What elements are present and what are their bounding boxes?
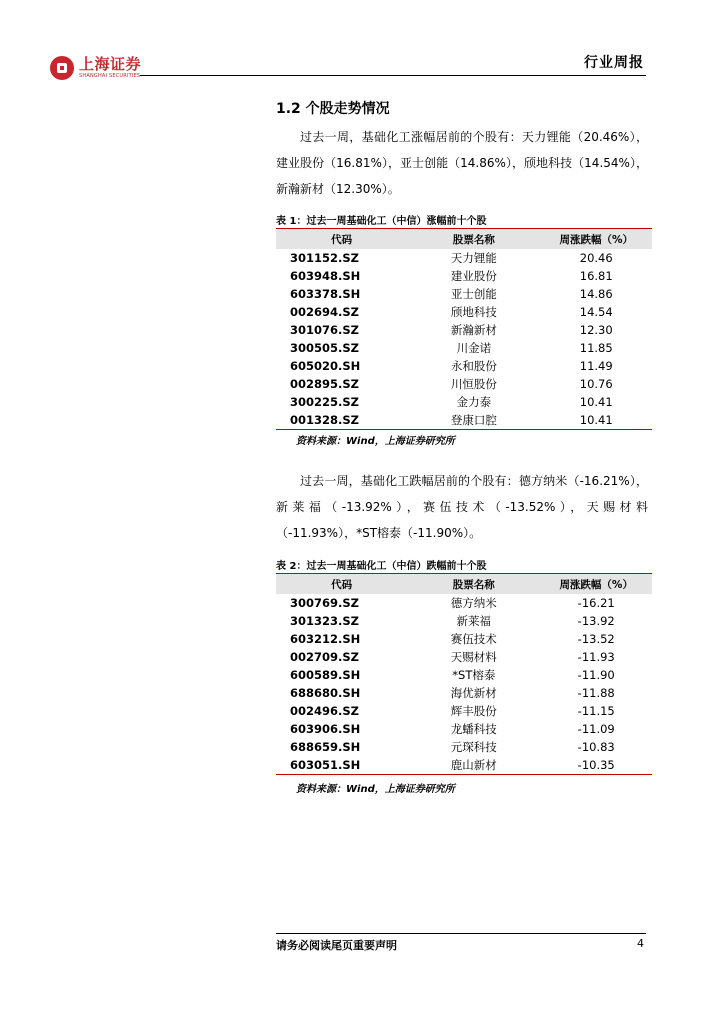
stock-name-cell: 龙蟠科技 <box>450 722 497 736</box>
weekly-change-cell: 10.76 <box>579 377 613 391</box>
table-row <box>276 285 652 303</box>
stock-name-cell: 天赐材料 <box>450 650 497 664</box>
stock-code-cell: 002496.SZ <box>290 704 359 718</box>
table-header-row <box>276 229 652 250</box>
weekly-change-cell: 10.41 <box>579 395 613 409</box>
weekly-change-cell: 11.85 <box>579 341 613 355</box>
table-row <box>276 648 652 666</box>
table-row <box>276 249 652 267</box>
table-row <box>276 738 652 756</box>
stock-name-cell: 德方纳米 <box>450 596 497 610</box>
stock-name-cell: *ST榕泰 <box>452 668 496 682</box>
table-header-row <box>276 574 652 595</box>
table-top-losers <box>276 573 652 775</box>
stock-name-cell: 亚士创能 <box>450 287 497 301</box>
stock-code-cell: 300225.SZ <box>290 395 359 409</box>
logo-icon <box>50 56 74 80</box>
column-header-name: 股票名称 <box>407 574 540 595</box>
weekly-change-cell: -11.88 <box>577 686 615 700</box>
stock-name-cell: 川金诺 <box>456 341 492 355</box>
stock-code-cell: 300505.SZ <box>290 341 359 355</box>
stock-code-cell: 301323.SZ <box>290 614 359 628</box>
stock-name-cell: 元琛科技 <box>450 740 497 754</box>
stock-code-cell: 688680.SH <box>290 686 361 700</box>
weekly-change-cell: -11.93 <box>577 650 615 664</box>
stock-name-cell: 辉丰股份 <box>450 704 497 718</box>
footer-divider <box>276 933 646 934</box>
table1-title: 表 1：过去一周基础化工（中信）涨幅前十个股 <box>276 216 487 227</box>
weekly-change-cell: -11.90 <box>577 668 615 682</box>
column-header-name: 股票名称 <box>407 229 540 250</box>
table-row <box>276 720 652 738</box>
stock-name-cell: 颀地科技 <box>450 305 497 319</box>
table-row <box>276 411 652 430</box>
table-row <box>276 303 652 321</box>
weekly-change-cell: 12.30 <box>579 323 613 337</box>
table2-title: 表 2：过去一周基础化工（中信）跌幅前十个股 <box>276 561 487 572</box>
page-number: 4 <box>637 937 644 950</box>
table1-source: 资料来源：Wind，上海证券研究所 <box>296 436 455 447</box>
table-row <box>276 756 652 775</box>
stock-code-cell: 002709.SZ <box>290 650 359 664</box>
table-row <box>276 666 652 684</box>
stock-name-cell: 永和股份 <box>450 359 497 373</box>
stock-name-cell: 新莱福 <box>456 614 492 628</box>
table-row <box>276 630 652 648</box>
stock-name-cell: 川恒股份 <box>450 377 497 391</box>
column-header-change: 周涨跌幅（%） <box>540 229 652 250</box>
stock-code-cell: 300769.SZ <box>290 596 359 610</box>
stock-code-cell: 603212.SH <box>290 632 361 646</box>
stock-name-cell: 新瀚新材 <box>450 323 497 337</box>
column-header-code: 代码 <box>276 574 407 595</box>
header-divider <box>140 75 646 76</box>
stock-code-cell: 603906.SH <box>290 722 361 736</box>
section-title: 1.2 个股走势情况 <box>276 101 390 117</box>
weekly-change-cell: -10.35 <box>540 756 652 775</box>
weekly-change-cell: -13.52 <box>577 632 615 646</box>
table-row <box>276 702 652 720</box>
table-row <box>276 612 652 630</box>
report-type: 行业周报 <box>584 55 644 71</box>
weekly-change-cell: -10.83 <box>577 740 615 754</box>
stock-name-cell: 海优新材 <box>450 686 497 700</box>
table-row <box>276 357 652 375</box>
stock-name-cell: 建业股份 <box>450 269 497 283</box>
paragraph-gainers: 过去一周，基础化工涨幅居前的个股有：天力锂能（20.46%），建业股份（16.81%），亚士创能（14.86%），颀地科技（14.54%），新瀚新材（12.30%）。 <box>276 130 648 196</box>
weekly-change-cell: 14.54 <box>579 305 613 319</box>
stock-name-cell: 金力泰 <box>456 395 492 409</box>
column-header-change: 周涨跌幅（%） <box>540 574 652 595</box>
column-header-code: 代码 <box>276 229 407 250</box>
stock-code-cell: 688659.SH <box>290 740 361 754</box>
disclaimer-notice: 请务必阅读尾页重要声明 <box>276 939 397 952</box>
stock-code-cell: 603948.SH <box>290 269 361 283</box>
stock-code-cell: 301152.SZ <box>290 251 359 265</box>
weekly-change-cell: -13.92 <box>577 614 615 628</box>
paragraph-losers: 过去一周，基础化工跌幅居前的个股有：德方纳米（-16.21%），新莱福（-13.92%），赛伍技术（-13.52%），天赐材料（-11.93%），*ST榕泰（-11.90%）。 <box>276 474 648 540</box>
table-row <box>276 594 652 612</box>
table-row <box>276 684 652 702</box>
stock-code-cell: 605020.SH <box>290 359 361 373</box>
table-top-gainers <box>276 228 652 430</box>
table-row <box>276 321 652 339</box>
stock-code-cell: 603051.SH <box>276 756 407 775</box>
weekly-change-cell: -11.09 <box>577 722 615 736</box>
logo-english-name: SHANGHAI SECURITIES <box>79 73 141 79</box>
stock-name-cell: 赛伍技术 <box>450 632 497 646</box>
table-row <box>276 267 652 285</box>
stock-code-cell: 600589.SH <box>290 668 361 682</box>
table2-source: 资料来源：Wind，上海证券研究所 <box>296 784 455 795</box>
weekly-change-cell: 14.86 <box>579 287 613 301</box>
weekly-change-cell: -11.15 <box>577 704 615 718</box>
logo-name: 上海证券 <box>79 55 142 73</box>
table-row <box>276 339 652 357</box>
stock-name-cell: 天力锂能 <box>450 251 497 265</box>
weekly-change-cell: 20.46 <box>579 251 613 265</box>
stock-name-cell: 登康口腔 <box>407 411 540 430</box>
table-row <box>276 375 652 393</box>
stock-code-cell: 002694.SZ <box>290 305 359 319</box>
stock-code-cell: 603378.SH <box>290 287 361 301</box>
stock-code-cell: 001328.SZ <box>276 411 407 430</box>
weekly-change-cell: -16.21 <box>577 596 615 610</box>
weekly-change-cell: 10.41 <box>540 411 652 430</box>
stock-name-cell: 鹿山新材 <box>407 756 540 775</box>
table-row <box>276 393 652 411</box>
weekly-change-cell: 11.49 <box>579 359 613 373</box>
stock-code-cell: 301076.SZ <box>290 323 359 337</box>
company-logo <box>50 56 141 80</box>
weekly-change-cell: 16.81 <box>579 269 613 283</box>
stock-code-cell: 002895.SZ <box>290 377 359 391</box>
